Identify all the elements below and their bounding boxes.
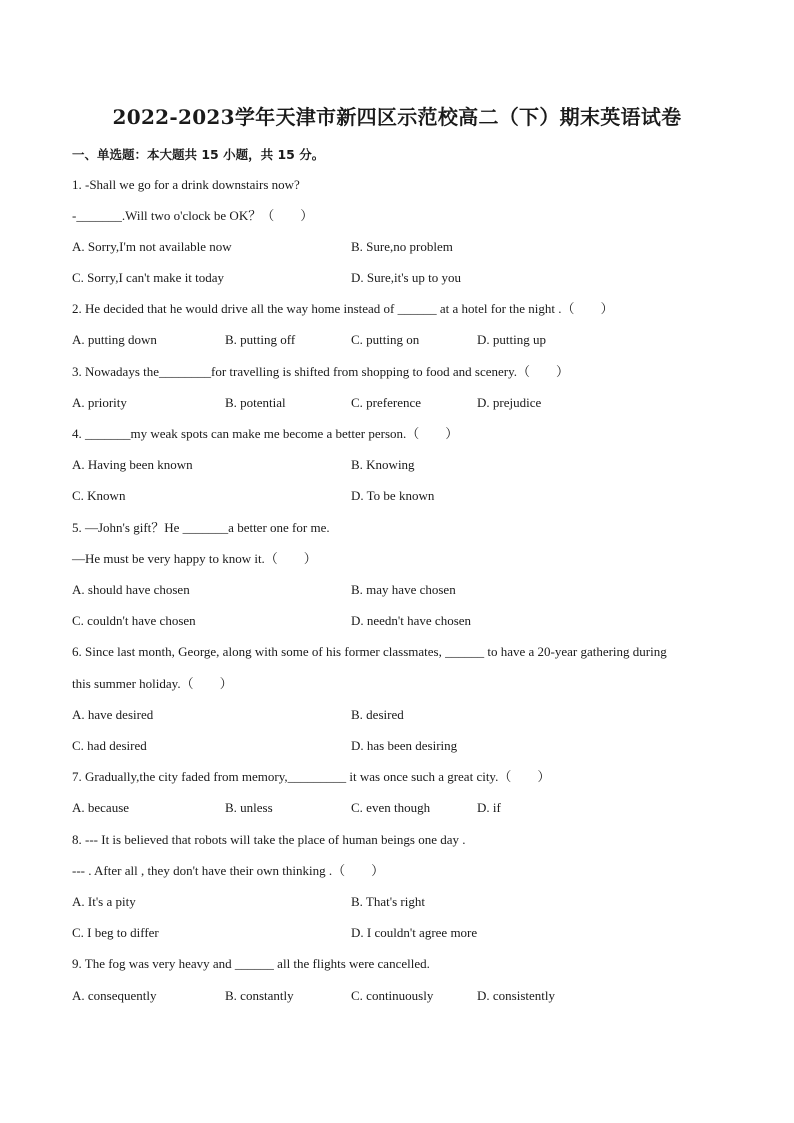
question-5-option-b[interactable]: B. may have chosen bbox=[351, 582, 456, 597]
question-9-option-b[interactable]: B. constantly bbox=[225, 988, 294, 1003]
question-3-option-d[interactable]: D. prejudice bbox=[477, 395, 542, 410]
question-4-option-b[interactable]: B. Knowing bbox=[351, 457, 415, 472]
question-7-option-d[interactable]: D. if bbox=[477, 800, 501, 815]
question-6-option-c[interactable]: C. had desired bbox=[72, 738, 147, 753]
section-header: 一、单选题：本大题共 15 小题，共 15 分。 bbox=[72, 147, 325, 162]
question-3-line-1: 3. Nowadays the________for travelling is shifted from shopping to food and scenery.（ ） bbox=[72, 364, 570, 379]
question-5-line-2: —He must be very happy to know it.（ ） bbox=[72, 551, 317, 566]
question-2-option-d[interactable]: D. putting up bbox=[477, 332, 546, 347]
question-1-option-c[interactable]: C. Sorry,I can't make it today bbox=[72, 270, 225, 285]
question-4-option-c[interactable]: C. Known bbox=[72, 488, 126, 503]
question-1-line-1: 1. -Shall we go for a drink downstairs now? bbox=[72, 177, 300, 192]
question-1-option-d[interactable]: D. Sure,it's up to you bbox=[351, 270, 461, 285]
question-2-option-a[interactable]: A. putting down bbox=[72, 332, 157, 347]
question-4-option-a[interactable]: A. Having been known bbox=[72, 457, 193, 472]
question-7-option-c[interactable]: C. even though bbox=[351, 800, 431, 815]
question-9-line-1: 9. The fog was very heavy and ______ all the flights were cancelled. bbox=[72, 956, 430, 971]
question-2-option-c[interactable]: C. putting on bbox=[351, 332, 420, 347]
question-1-line-2: -_______.Will two o'clock be OK？（ ） bbox=[72, 208, 314, 223]
question-6-option-a[interactable]: A. have desired bbox=[72, 707, 154, 722]
question-2-option-b[interactable]: B. putting off bbox=[225, 332, 296, 347]
question-6-option-d[interactable]: D. has been desiring bbox=[351, 738, 458, 753]
question-4-line-1: 4. _______my weak spots can make me become a better person.（ ） bbox=[72, 426, 459, 441]
question-2-line-1: 2. He decided that he would drive all the way home instead of ______ at a hotel for the night .（ ） bbox=[72, 301, 614, 316]
question-3-option-a[interactable]: A. priority bbox=[72, 395, 127, 410]
question-5-option-c[interactable]: C. couldn't have chosen bbox=[72, 613, 196, 628]
question-7-option-a[interactable]: A. because bbox=[72, 800, 130, 815]
question-1-option-b[interactable]: B. Sure,no problem bbox=[351, 239, 453, 254]
question-4-option-d[interactable]: D. To be known bbox=[351, 488, 435, 503]
question-7-option-b[interactable]: B. unless bbox=[225, 800, 273, 815]
question-7-line-1: 7. Gradually,the city faded from memory,_________ it was once such a great city.（ ） bbox=[72, 769, 551, 784]
question-9-option-c[interactable]: C. continuously bbox=[351, 988, 434, 1003]
question-9-option-a[interactable]: A. consequently bbox=[72, 988, 157, 1003]
question-6-option-b[interactable]: B. desired bbox=[351, 707, 404, 722]
question-1-option-a[interactable]: A. Sorry,I'm not available now bbox=[72, 239, 232, 254]
question-8-option-b[interactable]: B. That's right bbox=[351, 894, 425, 909]
question-6-line-1: 6. Since last month, George, along with some of his former classmates, ______ to have a 20-year gathering during bbox=[72, 644, 667, 659]
question-9-option-d[interactable]: D. consistently bbox=[477, 988, 555, 1003]
question-8-line-1: 8. --- It is believed that robots will take the place of human beings one day . bbox=[72, 832, 466, 847]
question-6-line-2: this summer holiday.（ ） bbox=[72, 676, 233, 691]
question-8-option-d[interactable]: D. I couldn't agree more bbox=[351, 925, 478, 940]
page-title: 2022-2023学年天津市新四区示范校高二（下）期末英语试卷 bbox=[112, 105, 682, 129]
question-3-option-c[interactable]: C. preference bbox=[351, 395, 422, 410]
question-5-line-1: 5. —John's gift？He _______a better one for me. bbox=[72, 520, 330, 535]
question-8-option-a[interactable]: A. It's a pity bbox=[72, 894, 136, 909]
question-3-option-b[interactable]: B. potential bbox=[225, 395, 286, 410]
question-5-option-a[interactable]: A. should have chosen bbox=[72, 582, 190, 597]
question-8-option-c[interactable]: C. I beg to differ bbox=[72, 925, 159, 940]
question-5-option-d[interactable]: D. needn't have chosen bbox=[351, 613, 472, 628]
question-8-line-2: --- . After all , they don't have their own thinking .（ ） bbox=[72, 863, 385, 878]
